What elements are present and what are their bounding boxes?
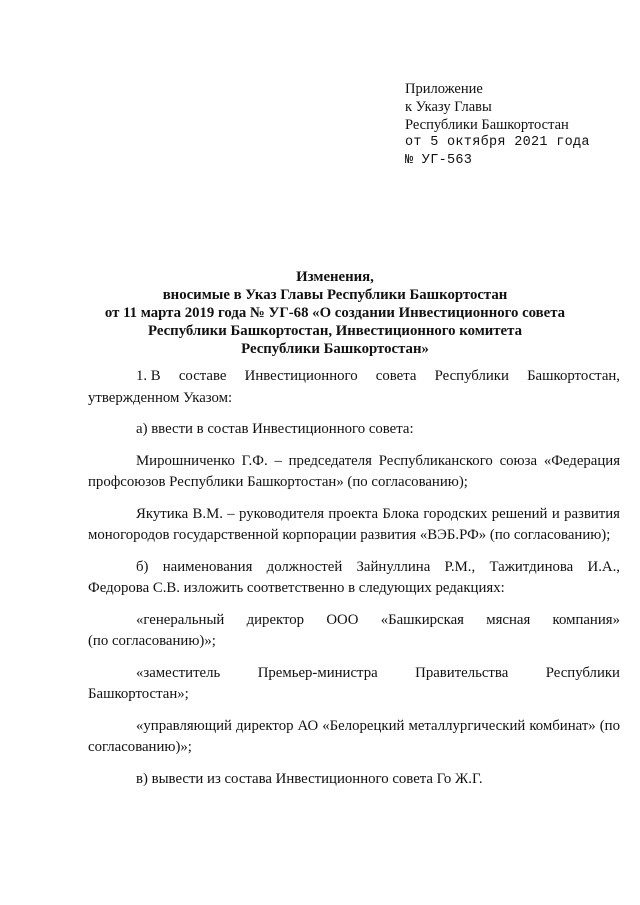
title-line-3: от 11 марта 2019 года № УГ-68 «О создании Инвестиционного совета [104,305,566,321]
word: Правительства [415,664,509,681]
word: директор [246,611,305,628]
paragraph-7-line-1 [88,663,620,685]
document-title [90,268,580,358]
word: Инвестиционного [244,368,358,384]
paragraph-4: Якутика В.М. – руководителя проекта Блока городских решений и развития моногородов государственной корпорации развития «ВЭБ.РФ» (по согласованию); [88,505,620,543]
word: составе [178,368,227,384]
title-line-2: вносимые в Указ Главы Республики Башкортостан [162,287,508,303]
document-body [88,366,620,790]
paragraph-7 [88,663,620,706]
word: Республики [434,368,509,384]
title-line-5: Республики Башкортостан» [241,341,429,357]
paragraph-5: б) наименования должностей Зайнуллина Р.М., Тажитдинова И.А., Федорова С.В. изложить соответственно в следующих редакциях: [88,558,620,596]
word: мясная [486,611,531,628]
paragraph-8: «управляющий директор АО «Белорецкий металлургический комбинат» (по согласованию)»; [88,717,620,755]
word: Башкортостан, [527,368,620,384]
paragraph-9: в) вывести из состава Инвестиционного совета Го Ж.Г. [136,770,483,787]
word: компания» [552,611,620,628]
word: ООО [326,611,359,628]
appendix-line-2: к Указу Главы [405,99,492,115]
word: «заместитель [136,664,221,681]
paragraph-1-line-2: утвержденном Указом: [88,389,233,406]
word: совета [375,368,417,384]
word: Республики [545,664,620,681]
paragraph-6-line-2: (по согласованию)»; [88,633,216,649]
word: 1. В [136,368,161,384]
appendix-number: № УГ-563 [405,153,473,168]
paragraph-1 [88,366,620,409]
word: Премьер-министра [257,664,378,681]
word: «генеральный [136,611,225,628]
appendix-line-1: Приложение [405,81,483,97]
title-line-1: Изменения, [296,269,374,285]
title-line-4: Республики Башкортостан, Инвестиционного комитета [148,323,522,339]
paragraph-2: а) ввести в состав Инвестиционного совета: [136,421,414,437]
paragraph-1-line-1 [88,366,620,388]
appendix-header [405,80,625,170]
paragraph-7-line-2: Башкортостан»; [88,686,189,702]
appendix-date: от 5 октября 2021 года [405,135,590,150]
paragraph-3: Мирошниченко Г.Ф. – председателя Республиканского союза «Федерация профсоюзов Республики Башкортостан» (по согласованию); [88,452,620,490]
word: «Башкирская [380,611,464,628]
paragraph-6-line-1 [88,610,620,632]
appendix-line-3: Республики Башкортостан [405,117,569,133]
paragraph-6 [88,610,620,653]
